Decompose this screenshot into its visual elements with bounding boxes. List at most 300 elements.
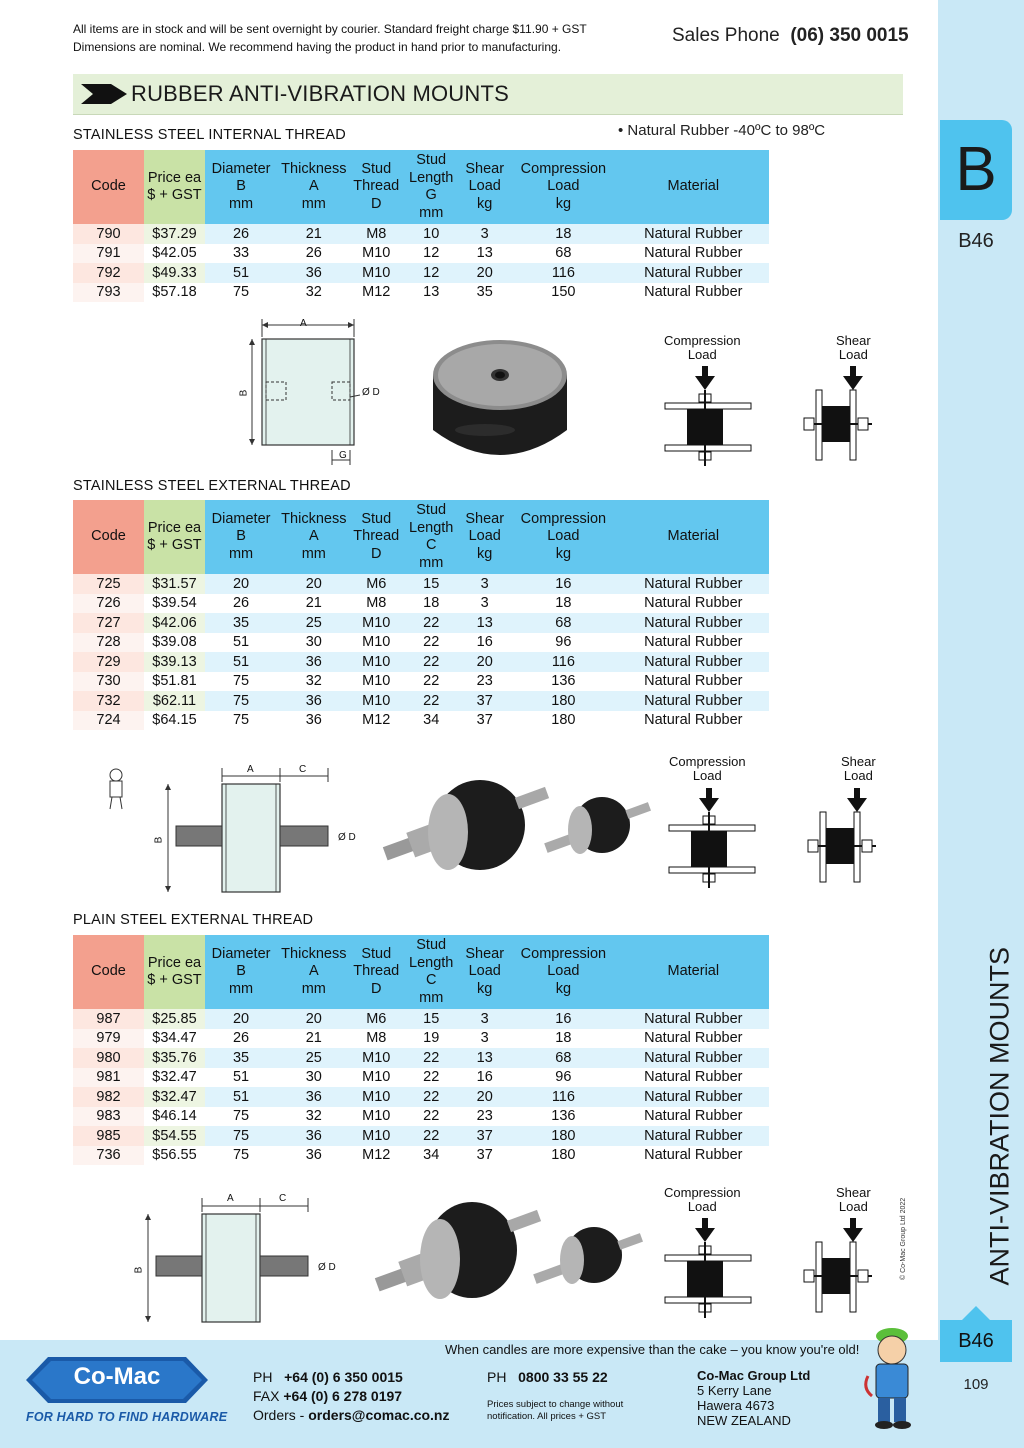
dim-b-label-3: B: [133, 1266, 145, 1274]
table-cell: 36: [277, 263, 350, 283]
table-cell: 22: [402, 1048, 460, 1068]
table-cell: 23: [460, 1107, 509, 1127]
table-cell: 96: [509, 1068, 617, 1088]
table-cell: M10: [350, 633, 402, 653]
table-cell: 32: [277, 1107, 350, 1127]
table-header-row: [73, 935, 769, 1009]
stainless-external-mounts-photo: [380, 770, 660, 885]
compression-load-diagram-1: [663, 366, 755, 471]
dim-a-label: A: [300, 318, 307, 329]
table-cell: 37: [460, 1146, 509, 1166]
table-cell: 20: [277, 574, 350, 594]
page-code-bottom: B46: [958, 1330, 994, 1352]
column-header: [73, 935, 144, 1009]
table-cell: 36: [277, 711, 350, 731]
column-header-line: Material: [667, 178, 720, 195]
address-line-2: Hawera 4673: [697, 1398, 775, 1413]
table-cell: 75: [205, 672, 277, 692]
dim-a-label-2: A: [247, 764, 254, 775]
orders-email[interactable]: orders@comac.co.nz: [308, 1407, 450, 1423]
table-cell: 75: [205, 691, 277, 711]
dim-b-label-2: B: [153, 836, 165, 844]
column-header-line: kg: [477, 980, 493, 997]
table-row: [73, 594, 769, 614]
table-cell: 20: [460, 1087, 509, 1107]
table-cell: $62.11: [144, 691, 205, 711]
column-header-line: Shear: [465, 510, 505, 527]
column-header-line: A: [308, 963, 319, 980]
table-cell: Natural Rubber: [618, 283, 769, 303]
table-cell: 96: [509, 633, 617, 653]
column-header-line: Load: [468, 528, 501, 545]
footer-contacts: [253, 1368, 450, 1425]
table-cell: $32.47: [144, 1087, 205, 1107]
address-line-3: NEW ZEALAND: [697, 1413, 791, 1428]
table-cell: M8: [350, 224, 402, 244]
shear-load-diagram-2: [804, 788, 884, 888]
column-header: [618, 500, 769, 574]
table-cell: 728: [73, 633, 144, 653]
page-code-top: B46: [958, 230, 994, 252]
section-letter: B: [955, 135, 997, 204]
column-header: [460, 500, 509, 574]
table-cell: 68: [509, 613, 617, 633]
table-cell: Natural Rubber: [618, 244, 769, 264]
table-cell: 3: [460, 224, 509, 244]
table-cell: 25: [277, 613, 350, 633]
table-cell: 75: [205, 1126, 277, 1146]
freephone: [487, 1368, 608, 1387]
shear-load-diagram-3: [800, 1218, 880, 1318]
mascot-character-icon: [858, 1326, 928, 1430]
dim-d-label-3: Ø D: [318, 1262, 336, 1273]
dim-d-label-2: Ø D: [338, 832, 356, 843]
table-cell: 23: [460, 672, 509, 692]
table-cell: 981: [73, 1068, 144, 1088]
table-cell: Natural Rubber: [618, 613, 769, 633]
column-header-line: Length: [409, 169, 454, 186]
table-row: [73, 711, 769, 731]
column-header-line: Shear: [465, 160, 505, 177]
compression-load-label-2: Compression Load: [669, 754, 746, 783]
column-header: [509, 500, 617, 574]
sales-phone: [672, 25, 909, 47]
column-header: [73, 150, 144, 224]
internal-mount-photo: [425, 330, 575, 470]
column-header-line: Code: [91, 963, 126, 980]
column-header-line: Stud: [361, 945, 392, 962]
table-cell: 32: [277, 283, 350, 303]
table-row: [73, 263, 769, 283]
table-row: [73, 1048, 769, 1068]
column-header: [277, 500, 350, 574]
column-header-line: B: [236, 178, 246, 195]
copyright: © Co-Mac Group Ltd 2022: [900, 1197, 907, 1280]
table-header-row: [73, 150, 769, 224]
table-cell: 732: [73, 691, 144, 711]
table-cell: 26: [205, 594, 277, 614]
table-row: [73, 613, 769, 633]
table-row: [73, 224, 769, 244]
table-cell: 790: [73, 224, 144, 244]
table-cell: 21: [277, 224, 350, 244]
table-cell: 116: [509, 1087, 617, 1107]
notice-line-2: Dimensions are nominal. We recommend having the product in hand prior to manufacturing.: [73, 40, 562, 54]
table-cell: 980: [73, 1048, 144, 1068]
tagline: When candles are more expensive than the cake – you know you're old!: [445, 1342, 860, 1357]
column-header-line: Stud: [361, 160, 392, 177]
table-row: [73, 672, 769, 692]
column-header: [618, 150, 769, 224]
table-cell: 16: [460, 1068, 509, 1088]
table-cell: 22: [402, 613, 460, 633]
table-cell: Natural Rubber: [618, 1107, 769, 1127]
table-cell: M10: [350, 613, 402, 633]
column-header-line: Price ea: [147, 954, 202, 971]
table-cell: Natural Rubber: [618, 263, 769, 283]
table-cell: 13: [460, 613, 509, 633]
table-cell: 791: [73, 244, 144, 264]
table-cell: 15: [402, 1009, 460, 1029]
column-header: [144, 500, 205, 574]
table-cell: $42.06: [144, 613, 205, 633]
table-cell: M10: [350, 691, 402, 711]
vertical-title-text: ANTI-VIBRATION MOUNTS: [984, 946, 1015, 1286]
table-cell: 21: [277, 594, 350, 614]
table-cell: 51: [205, 633, 277, 653]
table-row: [73, 1029, 769, 1049]
table-cell: 22: [402, 1068, 460, 1088]
column-header-line: Stud: [416, 937, 447, 953]
stock-notice: [73, 20, 587, 56]
table-cell: $39.54: [144, 594, 205, 614]
table-cell: 37: [460, 691, 509, 711]
column-header-line: Compression: [520, 160, 607, 177]
column-header-line: Diameter: [211, 510, 271, 527]
table-cell: $31.57: [144, 574, 205, 594]
table-cell: 22: [402, 1107, 460, 1127]
column-header-line: B: [236, 528, 246, 545]
table-cell: 51: [205, 652, 277, 672]
table-cell: Natural Rubber: [618, 594, 769, 614]
table-cell: 36: [277, 652, 350, 672]
page-title: RUBBER ANTI-VIBRATION MOUNTS: [131, 81, 509, 106]
table-cell: 25: [277, 1048, 350, 1068]
table-cell: 35: [205, 613, 277, 633]
table-cell: 180: [509, 691, 617, 711]
table-cell: Natural Rubber: [618, 1048, 769, 1068]
column-header-line: Thread: [353, 963, 400, 980]
table-cell: Natural Rubber: [618, 672, 769, 692]
column-header-line: kg: [477, 545, 493, 562]
table-cell: 20: [460, 263, 509, 283]
table-cell: 116: [509, 263, 617, 283]
table-cell: Natural Rubber: [618, 652, 769, 672]
column-header-line: Stud: [416, 502, 447, 518]
column-header-line: Stud: [416, 152, 447, 168]
table-cell: 36: [277, 691, 350, 711]
table-cell: 10: [402, 224, 460, 244]
company-name: Co-Mac Group Ltd: [697, 1368, 811, 1383]
fax-label: FAX: [253, 1388, 280, 1404]
column-header-line: Thickness: [281, 160, 347, 177]
table-cell: 730: [73, 672, 144, 692]
table-cell: Natural Rubber: [618, 1087, 769, 1107]
column-header: [402, 935, 460, 1009]
column-header-line: mm: [301, 545, 326, 562]
table-cell: M10: [350, 1087, 402, 1107]
column-header-line: Length: [409, 519, 454, 536]
table-cell: $49.33: [144, 263, 205, 283]
table-cell: 727: [73, 613, 144, 633]
table-cell: 37: [460, 1126, 509, 1146]
table-cell: 68: [509, 244, 617, 264]
table-cell: 983: [73, 1107, 144, 1127]
table-cell: 22: [402, 652, 460, 672]
table-cell: Natural Rubber: [618, 691, 769, 711]
table-cell: 3: [460, 594, 509, 614]
column-header-line: D: [371, 980, 382, 997]
table-cell: M10: [350, 244, 402, 264]
temperature-note: • Natural Rubber -40ºC to 98ºC: [618, 122, 826, 139]
table-cell: M12: [350, 283, 402, 303]
column-header-line: Thickness: [281, 945, 347, 962]
shear-load-label-3: Shear Load: [836, 1185, 871, 1214]
table-cell: 26: [277, 244, 350, 264]
column-header-line: Code: [91, 528, 126, 545]
table-cell: $37.29: [144, 224, 205, 244]
column-header: [402, 500, 460, 574]
column-header-line: Price ea: [147, 169, 202, 186]
table-cell: 18: [509, 594, 617, 614]
column-header-line: mm: [228, 195, 254, 212]
table-cell: $51.81: [144, 672, 205, 692]
ph2-value[interactable]: 0800 33 55 22: [518, 1369, 608, 1385]
table-cell: M10: [350, 1107, 402, 1127]
table-cell: 726: [73, 594, 144, 614]
table-cell: 987: [73, 1009, 144, 1029]
column-header-line: A: [308, 178, 319, 195]
table-cell: $39.13: [144, 652, 205, 672]
table-cell: 22: [402, 691, 460, 711]
dim-b-label: B: [238, 389, 250, 397]
column-header: [618, 935, 769, 1009]
table-cell: 51: [205, 1087, 277, 1107]
table-cell: $39.08: [144, 633, 205, 653]
table-cell: 22: [402, 633, 460, 653]
table-cell: 75: [205, 1146, 277, 1166]
column-header-line: B: [236, 963, 246, 980]
table-cell: 3: [460, 574, 509, 594]
table-cell: 724: [73, 711, 144, 731]
prices-note-1: Prices subject to change without: [487, 1399, 624, 1410]
table-cell: 34: [402, 1146, 460, 1166]
orders-label: Orders -: [253, 1407, 305, 1423]
table-cell: M10: [350, 1048, 402, 1068]
column-header: [509, 150, 617, 224]
column-header-line: mm: [228, 545, 254, 562]
table-cell: 26: [205, 224, 277, 244]
table-cell: 13: [460, 244, 509, 264]
table-cell: Natural Rubber: [618, 1029, 769, 1049]
column-header: [509, 935, 617, 1009]
column-header-line: mm: [228, 980, 254, 997]
table-cell: $56.55: [144, 1146, 205, 1166]
section-title-2: STAINLESS STEEL EXTERNAL THREAD: [73, 478, 351, 494]
table-cell: 15: [402, 574, 460, 594]
table-cell: $64.15: [144, 711, 205, 731]
table-cell: 982: [73, 1087, 144, 1107]
table-cell: Natural Rubber: [618, 224, 769, 244]
column-header-line: Load: [547, 528, 580, 545]
external-thread-diagram-1: [150, 760, 350, 895]
table-cell: 36: [277, 1146, 350, 1166]
spec-table-plain-external: [73, 935, 769, 1165]
column-header: [277, 150, 350, 224]
table-cell: 20: [205, 1009, 277, 1029]
dim-c-label-2: C: [299, 764, 307, 775]
sales-phone-number: (06) 350 0015: [790, 25, 909, 46]
column-header-line: Length: [409, 954, 454, 971]
table-cell: M6: [350, 574, 402, 594]
fax-value[interactable]: +64 (0) 6 278 0197: [283, 1388, 403, 1404]
column-header: [205, 500, 277, 574]
table-cell: M10: [350, 652, 402, 672]
table-cell: $34.47: [144, 1029, 205, 1049]
table-cell: 22: [402, 1126, 460, 1146]
table-cell: 18: [509, 224, 617, 244]
prices-note-2: notification. All prices + GST: [487, 1411, 607, 1422]
table-header-row: [73, 500, 769, 574]
table-cell: 16: [509, 574, 617, 594]
table-cell: 180: [509, 1146, 617, 1166]
column-header-line: Thickness: [281, 510, 347, 527]
table-row: [73, 691, 769, 711]
shear-load-diagram-1: [800, 366, 880, 466]
column-header-line: G: [425, 187, 437, 203]
table-cell: 68: [509, 1048, 617, 1068]
table-cell: 12: [402, 244, 460, 264]
table-row: [73, 633, 769, 653]
table-cell: M12: [350, 1146, 402, 1166]
table-cell: 37: [460, 711, 509, 731]
ph-label: PH: [253, 1369, 273, 1385]
table-cell: 3: [460, 1009, 509, 1029]
table-cell: 20: [277, 1009, 350, 1029]
column-header-line: mm: [419, 989, 444, 1006]
table-row: [73, 1068, 769, 1088]
table-row: [73, 652, 769, 672]
table-cell: 16: [509, 1009, 617, 1029]
column-header-line: Stud: [361, 510, 392, 527]
column-header-line: C: [425, 972, 437, 988]
table-cell: 30: [277, 1068, 350, 1088]
table-cell: Natural Rubber: [618, 1009, 769, 1029]
notice-line-1: All items are in stock and will be sent overnight by courier. Standard freight charge $11.90 + GST: [73, 22, 587, 36]
column-header-line: Thread: [353, 528, 400, 545]
column-header-line: mm: [301, 195, 326, 212]
table-cell: 30: [277, 633, 350, 653]
column-header-line: Compression: [520, 510, 607, 527]
ph-value[interactable]: +64 (0) 6 350 0015: [284, 1369, 403, 1385]
column-header: [460, 150, 509, 224]
table-cell: $42.05: [144, 244, 205, 264]
column-header: [350, 150, 402, 224]
column-header-line: Diameter: [211, 945, 271, 962]
table-cell: 35: [205, 1048, 277, 1068]
table-cell: 180: [509, 711, 617, 731]
table-cell: 16: [460, 633, 509, 653]
table-cell: $25.85: [144, 1009, 205, 1029]
table-cell: 729: [73, 652, 144, 672]
table-cell: 35: [460, 283, 509, 303]
table-row: [73, 283, 769, 303]
column-header-line: Price ea: [147, 519, 202, 536]
page-code-tab: [940, 1320, 1012, 1362]
table-cell: 136: [509, 1107, 617, 1127]
table-cell: Natural Rubber: [618, 633, 769, 653]
column-header: [205, 150, 277, 224]
column-header: [402, 150, 460, 224]
column-header-line: Shear: [465, 945, 505, 962]
column-header-line: mm: [419, 204, 444, 221]
vertical-title: [920, 946, 1024, 1300]
table-cell: 180: [509, 1126, 617, 1146]
arrow-icon: [81, 84, 127, 104]
section-tab[interactable]: [940, 120, 1012, 220]
table-row: [73, 1146, 769, 1166]
table-cell: 32: [277, 672, 350, 692]
column-header-line: kg: [555, 195, 572, 212]
company-address: [697, 1368, 810, 1428]
column-header-line: Compression: [520, 945, 607, 962]
column-header-line: mm: [419, 554, 444, 571]
table-cell: 979: [73, 1029, 144, 1049]
section-title-1: STAINLESS STEEL INTERNAL THREAD: [73, 127, 346, 143]
table-cell: M10: [350, 1126, 402, 1146]
table-cell: 75: [205, 283, 277, 303]
sales-phone-label: Sales Phone: [672, 25, 780, 46]
dim-a-label-3: A: [227, 1193, 234, 1204]
table-cell: 985: [73, 1126, 144, 1146]
column-header-line: C: [425, 537, 437, 553]
table-cell: Natural Rubber: [618, 711, 769, 731]
table-cell: 13: [402, 283, 460, 303]
table-cell: 20: [460, 652, 509, 672]
table-cell: 26: [205, 1029, 277, 1049]
table-cell: M10: [350, 263, 402, 283]
table-cell: 36: [277, 1126, 350, 1146]
table-cell: 116: [509, 652, 617, 672]
external-thread-diagram-2: [130, 1190, 330, 1325]
column-header-line: D: [371, 545, 382, 562]
table-cell: 21: [277, 1029, 350, 1049]
table-cell: 20: [205, 574, 277, 594]
table-cell: 793: [73, 283, 144, 303]
table-cell: Natural Rubber: [618, 574, 769, 594]
table-cell: $46.14: [144, 1107, 205, 1127]
spec-table-stainless-external: [73, 500, 769, 730]
column-header: [350, 500, 402, 574]
table-cell: $54.55: [144, 1126, 205, 1146]
ph2-label: PH: [487, 1369, 507, 1385]
table-cell: 75: [205, 711, 277, 731]
table-cell: 12: [402, 263, 460, 283]
table-cell: 150: [509, 283, 617, 303]
slogan: FOR HARD TO FIND HARDWARE: [26, 1410, 228, 1424]
column-header: [144, 935, 205, 1009]
title-bar: [73, 74, 903, 115]
